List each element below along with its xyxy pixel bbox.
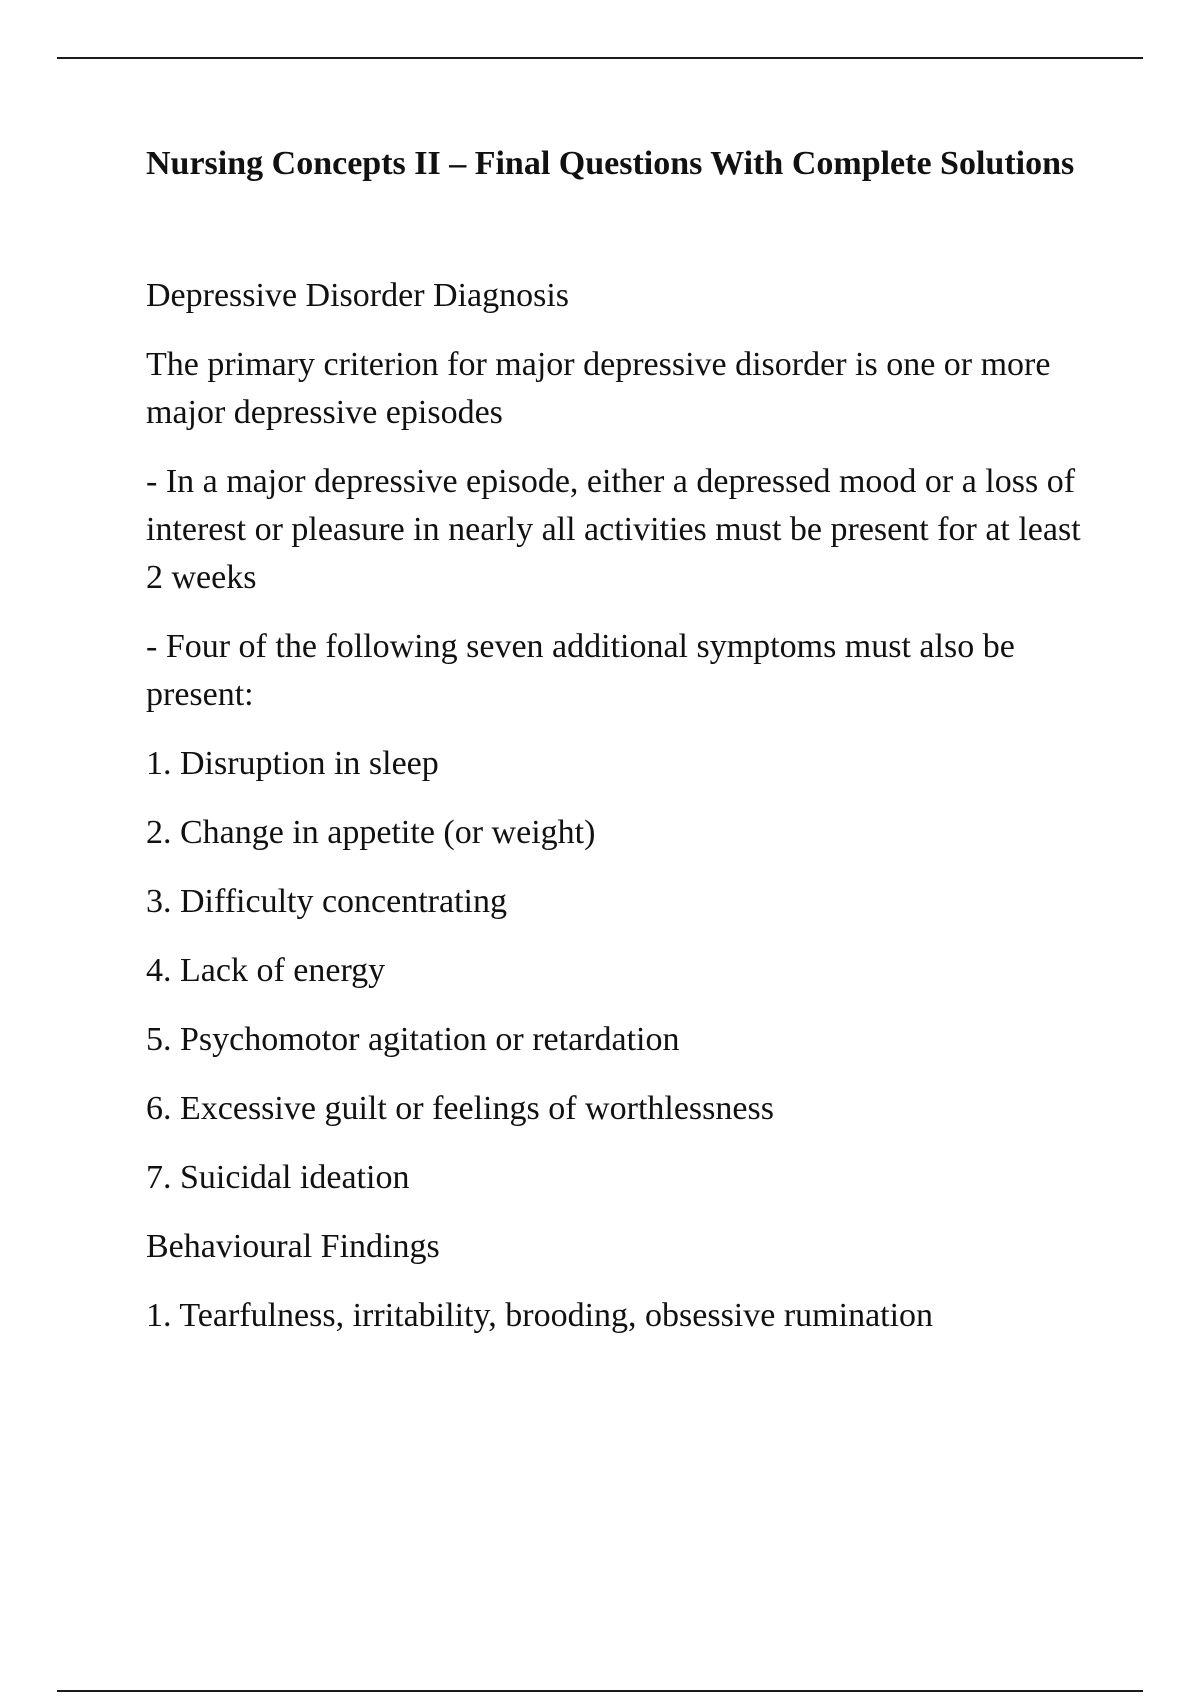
list-item: 1. Tearfulness, irritability, brooding, obsessive rumination <box>146 1297 934 1334</box>
list-item: 4. Lack of energy <box>146 952 386 989</box>
list-item: 1. Disruption in sleep <box>146 745 439 782</box>
document-title: Nursing Concepts II – Final Questions With Complete Solutions <box>146 145 1075 182</box>
bottom-rule <box>57 1690 1143 1692</box>
top-rule <box>57 57 1143 59</box>
document-content <box>146 272 1106 1340</box>
section-heading-depressive-disorder: Depressive Disorder Diagnosis <box>146 277 570 314</box>
paragraph-major-episode: - In a major depressive episode, either a depressed mood or a loss of interest or pleasure in nearly all activities must be present for at least 2 weeks <box>146 463 1081 596</box>
document-body <box>146 140 1106 1361</box>
list-item: 2. Change in appetite (or weight) <box>146 814 596 851</box>
list-item: 3. Difficulty concentrating <box>146 883 507 920</box>
list-item: 7. Suicidal ideation <box>146 1159 410 1196</box>
paragraph-primary-criterion: The primary criterion for major depressive disorder is one or more major depressive episodes <box>146 346 1051 431</box>
paragraph-additional-symptoms: - Four of the following seven additional symptoms must also be present: <box>146 628 1015 713</box>
list-item: 5. Psychomotor agitation or retardation <box>146 1021 680 1058</box>
list-item: 6. Excessive guilt or feelings of worthlessness <box>146 1090 774 1127</box>
section-heading-behavioural-findings: Behavioural Findings <box>146 1228 440 1265</box>
